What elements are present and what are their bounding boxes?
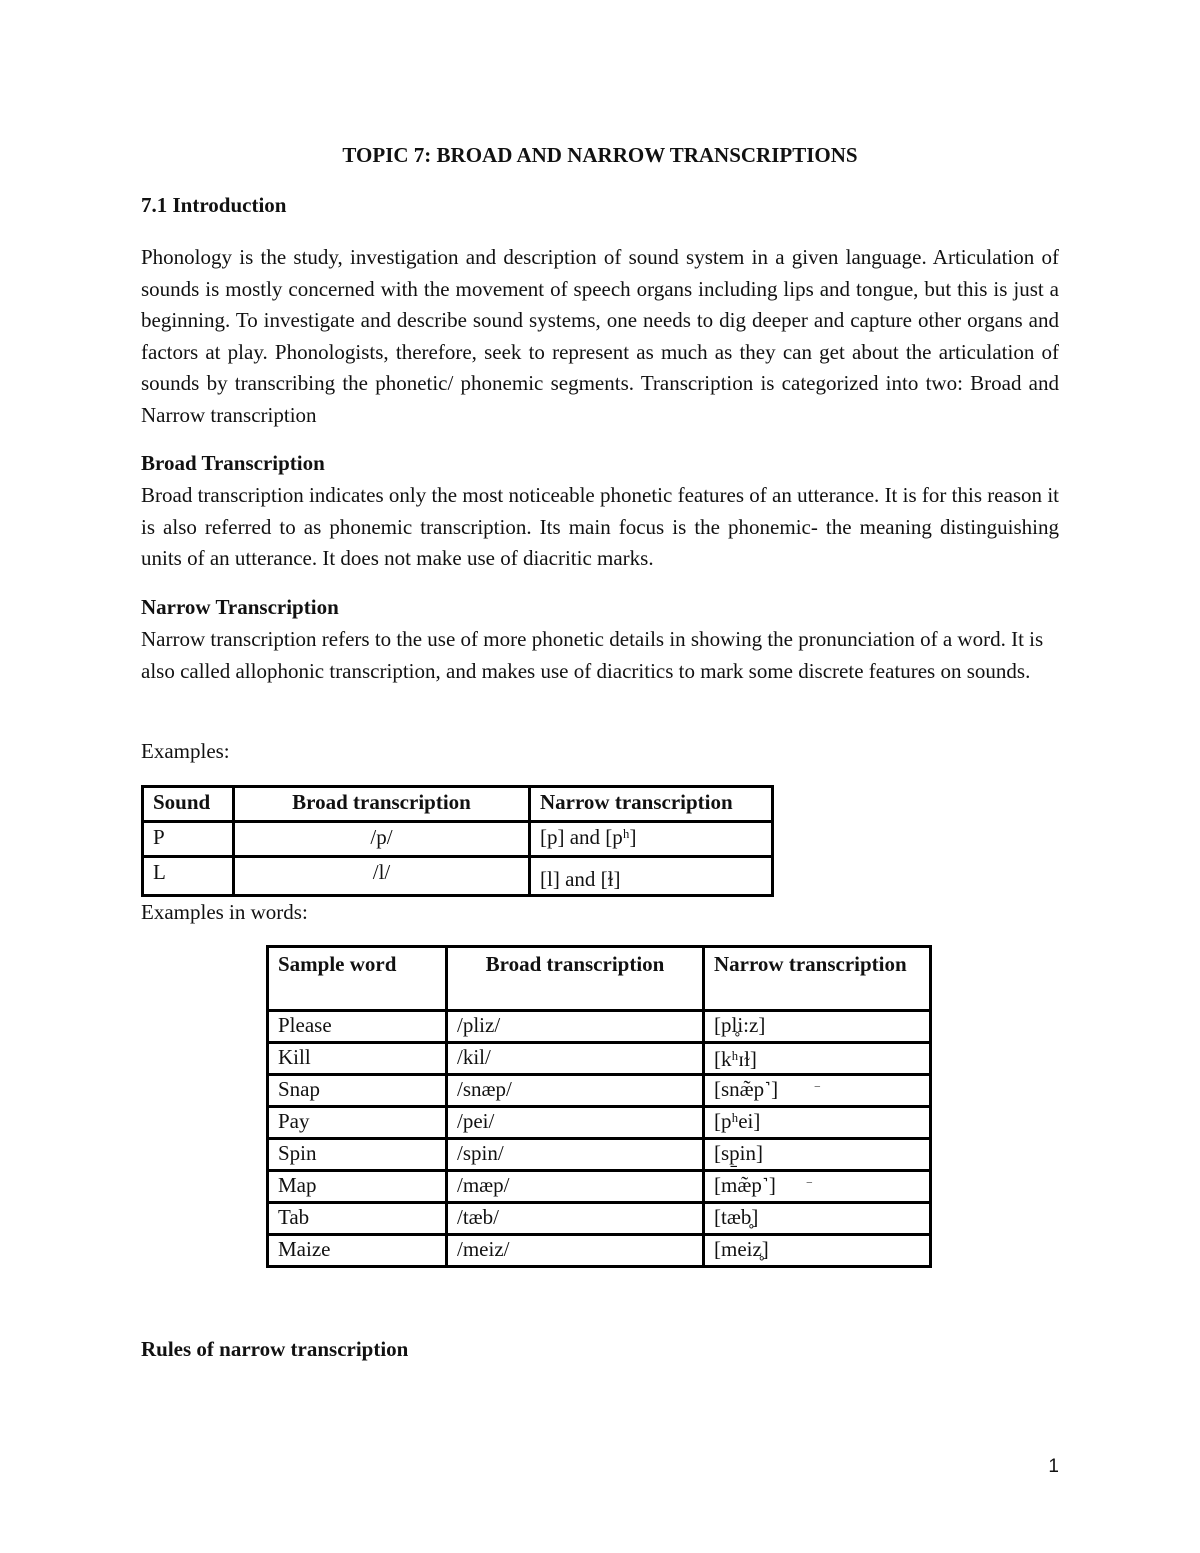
table-row xyxy=(268,1203,931,1235)
intro-paragraph: Phonology is the study, investigation and description of sound system in a given language. Articulation of sounds is mostly concerned with the movement of speech organs including lips and tongue, but this is just a beginning. To investigate and describe sound systems, one needs to dig deeper and capture other organs and factors at play. Phonologists, therefore, seek to represent as much as they can get about the articulation of sounds by transcribing the phonetic/ phonemic segments. Transcription is categorized into two: Broad and Narrow transcription xyxy=(141,245,1059,427)
cell-narrow: [pʰei] xyxy=(704,1107,931,1139)
header-sound: Sound xyxy=(143,787,234,822)
table-row xyxy=(268,1011,931,1043)
table-row xyxy=(268,1043,931,1075)
cell-broad: /spin/ xyxy=(447,1139,704,1171)
table-row xyxy=(143,822,773,857)
rules-heading: Rules of narrow transcription xyxy=(141,1337,409,1361)
word-transcription-table xyxy=(266,945,932,1268)
cell-word: Tab xyxy=(268,1203,447,1235)
stray-macron-mark: ‾ xyxy=(815,1086,820,1101)
broad-heading: Broad Transcription xyxy=(141,451,325,475)
cell-narrow: [pl̥i:z] xyxy=(704,1011,931,1043)
cell-narrow: [sp̱in] xyxy=(704,1139,931,1171)
cell-word: Maize xyxy=(268,1235,447,1267)
page-number: 1 xyxy=(1048,1456,1059,1477)
cell-word: Map xyxy=(268,1171,447,1203)
header-broad: Broad transcription xyxy=(447,947,704,1011)
cell-sound: L xyxy=(143,857,234,896)
cell-word: Snap xyxy=(268,1075,447,1107)
header-sample-word: Sample word xyxy=(268,947,447,1011)
table-row xyxy=(268,1139,931,1171)
cell-sound: P xyxy=(143,822,234,857)
cell-word: Please xyxy=(268,1011,447,1043)
cell-narrow: [l] and [ɫ] xyxy=(530,857,773,896)
cell-word: Spin xyxy=(268,1139,447,1171)
stray-macron-mark: ‾ xyxy=(807,1182,812,1197)
intro-heading: 7.1 Introduction xyxy=(141,193,287,217)
narrow-heading: Narrow Transcription xyxy=(141,595,339,619)
narrow-paragraph: Narrow transcription refers to the use of more phonetic details in showing the pronunciation of a word. It is also called allophonic transcription, and makes use of diacritics to mark some discrete features on sounds. xyxy=(141,627,1044,683)
cell-broad: /pei/ xyxy=(447,1107,704,1139)
cell-broad: /tæb/ xyxy=(447,1203,704,1235)
table-header-row xyxy=(268,947,931,1011)
cell-narrow: [snæ̃p˺] xyxy=(704,1075,931,1107)
table-header-row xyxy=(143,787,773,822)
cell-narrow: [meiz̥] xyxy=(704,1235,931,1267)
header-narrow: Narrow transcription xyxy=(704,947,931,1011)
table-row xyxy=(268,1075,931,1107)
cell-broad: /l/ xyxy=(234,857,530,896)
words-label: Examples in words: xyxy=(141,900,308,924)
cell-word: Pay xyxy=(268,1107,447,1139)
table-row xyxy=(268,1235,931,1267)
cell-narrow: [kʰɪɫ] xyxy=(704,1043,931,1075)
cell-narrow: [tæb̥] xyxy=(704,1203,931,1235)
cell-broad: /mæp/ xyxy=(447,1171,704,1203)
cell-word: Kill xyxy=(268,1043,447,1075)
cell-broad: /pliz/ xyxy=(447,1011,704,1043)
header-narrow: Narrow transcription xyxy=(530,787,773,822)
cell-broad: /meiz/ xyxy=(447,1235,704,1267)
cell-broad: /kil/ xyxy=(447,1043,704,1075)
cell-narrow: [p] and [pʰ] xyxy=(530,822,773,857)
table-row xyxy=(143,857,773,896)
cell-narrow: [mæ̃p˺] xyxy=(704,1171,931,1203)
cell-broad: /snæp/ xyxy=(447,1075,704,1107)
broad-paragraph: Broad transcription indicates only the most noticeable phonetic features of an utterance. It is for this reason it is also referred to as phonemic transcription. Its main focus is the phonemic- the meaning distinguishing units of an utterance. It does not make use of diacritic marks. xyxy=(141,483,1059,570)
table-row xyxy=(268,1171,931,1203)
header-broad: Broad transcription xyxy=(234,787,530,822)
examples-label: Examples: xyxy=(141,739,230,763)
cell-broad: /p/ xyxy=(234,822,530,857)
page-title: TOPIC 7: BROAD AND NARROW TRANSCRIPTIONS xyxy=(342,143,858,167)
table-row xyxy=(268,1107,931,1139)
sound-transcription-table xyxy=(141,785,774,897)
